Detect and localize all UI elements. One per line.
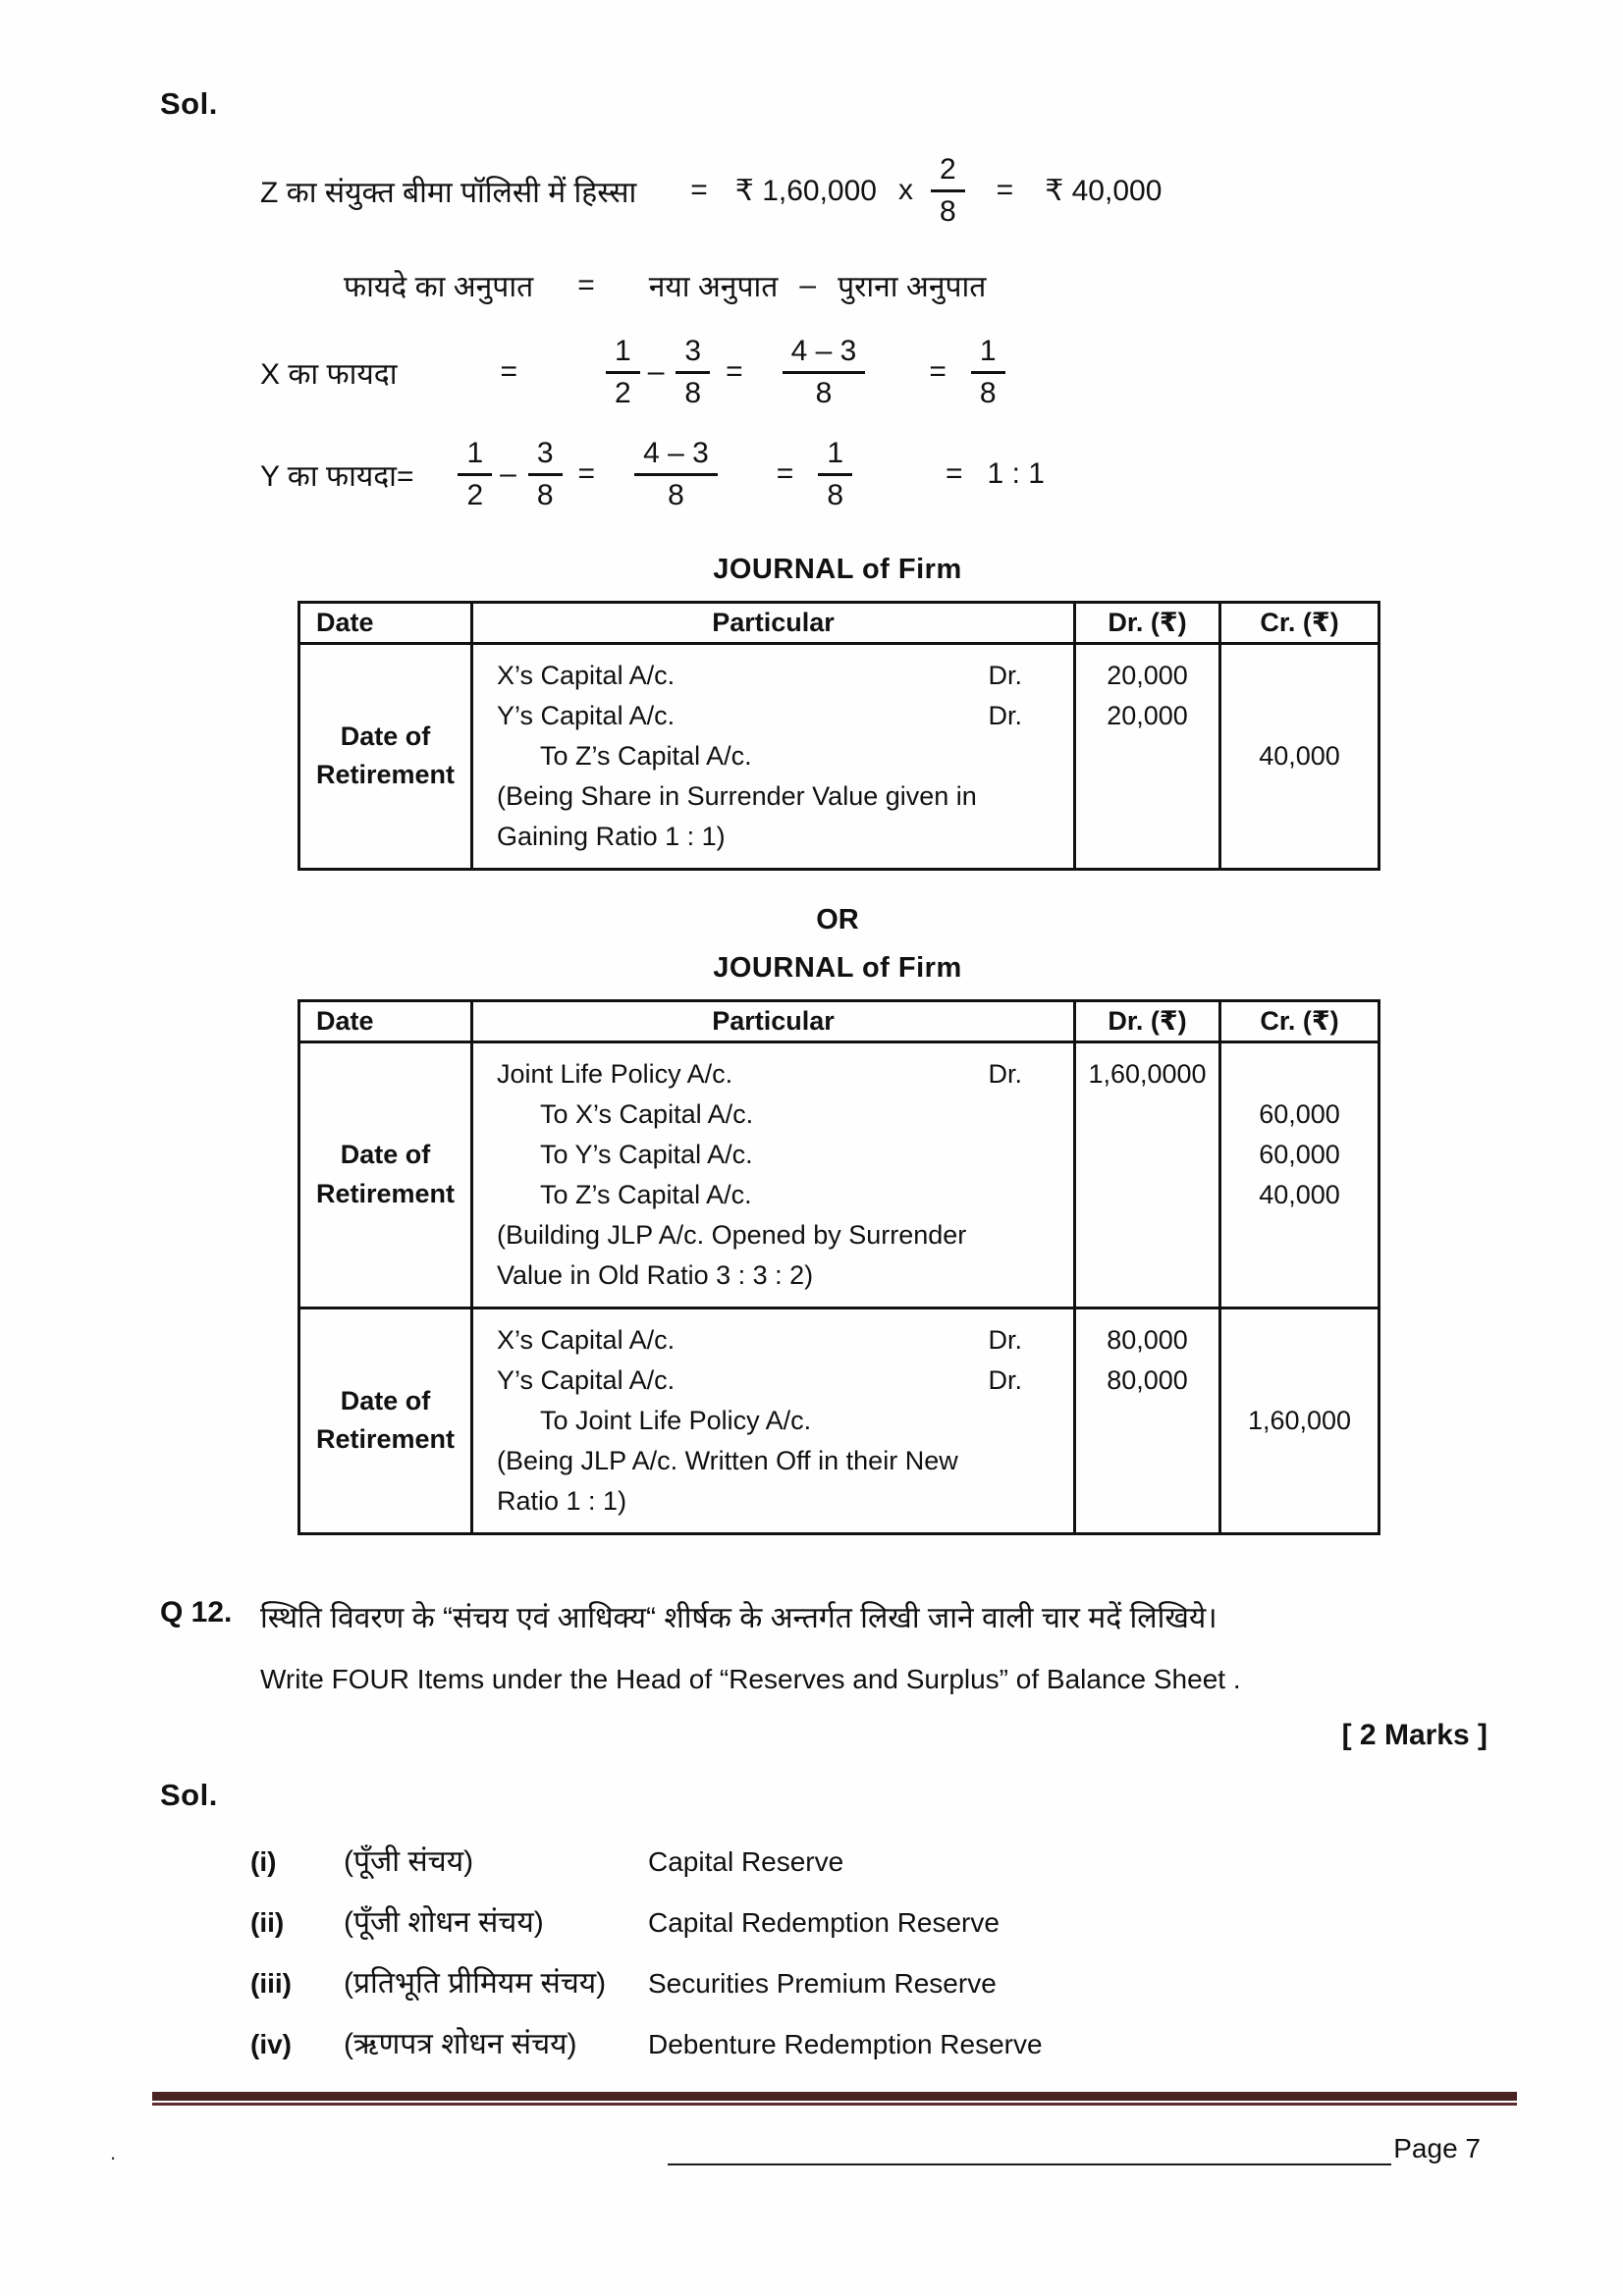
amount-160000: ₹ 1,60,000 [734, 174, 877, 207]
credit-amount [1227, 1481, 1372, 1522]
dr-tag: Dr. [988, 1324, 1022, 1355]
minus-sign: – [647, 355, 665, 389]
journal-title: JOURNAL of Firm [713, 553, 962, 585]
page-footer [110, 2132, 1481, 2165]
fraction-denominator: 2 [466, 478, 484, 511]
entry-debit-cell [1075, 1308, 1220, 1533]
or-separator: OR [816, 903, 859, 935]
working-equations [260, 153, 1623, 512]
journal-block-2 [298, 952, 1378, 1535]
narration-text: Gaining Ratio 1 : 1) [497, 821, 726, 851]
ratio-1-1: 1 : 1 [987, 457, 1045, 491]
header-particular: Particular [472, 1000, 1075, 1041]
debit-amount: 80,000 [1107, 1324, 1188, 1355]
header-debit: Dr. (₹) [1075, 1000, 1220, 1041]
dr-tag: Dr. [988, 700, 1022, 730]
entry-date-cell [299, 1308, 472, 1533]
item-english: Capital Reserve [648, 1845, 844, 1877]
narration-line [497, 1481, 1022, 1522]
equals-sign: = [726, 355, 743, 389]
entry-debit-cell [1075, 1041, 1220, 1308]
narration-text: (Building JLP A/c. Opened by Surrender [497, 1219, 967, 1250]
debit-amount [1082, 1095, 1213, 1135]
journal-header-row [299, 602, 1380, 643]
minus-sign: – [500, 457, 516, 491]
entry-particular: Y’s Capital A/c. [497, 700, 676, 730]
equals-sign: = [946, 457, 963, 491]
credit-amount: 1,60,000 [1247, 1405, 1352, 1435]
debit-amount [1082, 1135, 1213, 1175]
narration-line [497, 1215, 1022, 1255]
narration-line [497, 776, 1022, 817]
entry-particular: Joint Life Policy A/c. [497, 1058, 733, 1089]
narration-line [497, 1441, 1022, 1481]
fraction-denominator: 8 [684, 376, 702, 409]
debit-amount [1082, 1401, 1213, 1441]
credit-amount [1227, 1320, 1372, 1361]
entry-date: Date of Retirement [315, 1140, 456, 1208]
credit-amount [1227, 1361, 1372, 1401]
debit-amount [1082, 1175, 1213, 1215]
fraction-3-8 [676, 335, 710, 409]
question-number: Q 12. [160, 1595, 233, 1629]
equals-sign: = [996, 174, 1014, 207]
journal-block-1 [298, 554, 1378, 871]
entry-date-cell [299, 1041, 472, 1308]
entry-line [497, 1054, 1022, 1095]
header-credit: Cr. (₹) [1220, 1000, 1380, 1041]
journal-entry-row [299, 1041, 1380, 1308]
fraction-numerator: 3 [528, 437, 563, 476]
equals-sign: = [776, 457, 794, 491]
answer-items-list [250, 1842, 1623, 2064]
equation-z-lhs: Z का संयुक्त बीमा पॉलिसी में हिस्सा [260, 176, 637, 209]
credit-amount: 40,000 [1259, 1179, 1340, 1209]
entry-particular: To Z’s Capital A/c. [540, 740, 752, 771]
entry-line [497, 1095, 1022, 1135]
fraction-numerator: 4 – 3 [634, 437, 718, 476]
footer-divider-rule [152, 2092, 1517, 2106]
entry-credit-cell [1220, 1308, 1380, 1533]
journal-table-2 [298, 999, 1380, 1535]
item-number: (iii) [250, 1967, 292, 1999]
fraction-1-8 [971, 335, 1005, 409]
fraction-1-8 [818, 437, 852, 511]
narration-text: (Being JLP A/c. Written Off in their New [497, 1445, 958, 1475]
ratio-lhs: फायदे का अनुपात [344, 271, 534, 304]
fraction-denominator: 8 [668, 478, 684, 511]
fraction-denominator: 8 [939, 194, 956, 228]
header-date: Date [299, 602, 472, 643]
item-hindi: (प्रतिभूति प्रीमियम संचय) [344, 1966, 607, 2000]
old-ratio-term: पुराना अनुपात [838, 271, 987, 304]
debit-amount [1082, 1215, 1213, 1255]
credit-amount [1227, 656, 1372, 696]
credit-amount: 60,000 [1259, 1098, 1340, 1129]
narration-text: (Being Share in Surrender Value given in [497, 780, 977, 811]
debit-amount: 1,60,0000 [1088, 1058, 1207, 1089]
header-debit: Dr. (₹) [1075, 602, 1220, 643]
amount-40000: ₹ 40,000 [1045, 174, 1163, 207]
header-date: Date [299, 1000, 472, 1041]
entry-particular: To Joint Life Policy A/c. [540, 1405, 812, 1435]
item-number: (iv) [250, 2028, 292, 2059]
entry-particular: To X’s Capital A/c. [540, 1098, 754, 1129]
entry-particular: To Z’s Capital A/c. [540, 1179, 752, 1209]
debit-amount [1082, 1441, 1213, 1481]
debit-amount: 20,000 [1107, 700, 1188, 730]
fraction-4minus3-8 [634, 437, 718, 511]
item-english: Debenture Redemption Reserve [648, 2028, 1043, 2059]
debit-amount: 80,000 [1107, 1364, 1188, 1395]
equals-sign: = [577, 268, 595, 301]
entry-particular: Y’s Capital A/c. [497, 1364, 676, 1395]
fraction-denominator: 8 [536, 478, 554, 511]
equation-gain-ratio [344, 265, 1623, 305]
narration-line [497, 1255, 1022, 1296]
fraction-numerator: 4 – 3 [783, 335, 866, 374]
page-number: Page 7 [1393, 2133, 1481, 2163]
footer-underscore-line [668, 2132, 1391, 2165]
solution-label-2: Sol. [160, 1777, 218, 1812]
solution-label-1: Sol. [160, 86, 218, 121]
credit-amount: 40,000 [1259, 740, 1340, 771]
footer-rule-thin-band [152, 2103, 1517, 2106]
narration-text: Ratio 1 : 1) [497, 1485, 627, 1516]
entry-credit-cell [1220, 1041, 1380, 1308]
minus-sign: – [799, 268, 817, 301]
credit-amount [1227, 776, 1372, 817]
debit-amount [1082, 776, 1213, 817]
fraction-2-8 [931, 153, 965, 228]
entry-particular-cell [472, 1308, 1075, 1533]
multiply-sign: x [897, 174, 913, 207]
credit-amount [1227, 1441, 1372, 1481]
entry-debit-cell [1075, 643, 1220, 869]
entry-particular-cell [472, 643, 1075, 869]
fraction-numerator: 1 [458, 437, 492, 476]
dr-tag: Dr. [988, 1364, 1022, 1395]
entry-particular: X’s Capital A/c. [497, 1324, 676, 1355]
fraction-denominator: 2 [615, 376, 631, 409]
debit-amount [1082, 736, 1213, 776]
equation-x-gain [260, 335, 1623, 409]
debit-amount: 20,000 [1107, 660, 1188, 690]
credit-amount [1227, 1215, 1372, 1255]
entry-line [497, 1175, 1022, 1215]
fraction-numerator: 2 [931, 153, 965, 192]
item-number: (ii) [250, 1906, 285, 1938]
item-english: Capital Redemption Reserve [648, 1906, 1000, 1938]
entry-particular: To Y’s Capital A/c. [540, 1139, 753, 1169]
footer-rule-thick-band [152, 2092, 1517, 2101]
journal-title: JOURNAL of Firm [713, 951, 962, 984]
dr-tag: Dr. [988, 660, 1022, 690]
entry-line [497, 1135, 1022, 1175]
fraction-1-2 [606, 335, 640, 409]
entry-particular-cell [472, 1041, 1075, 1308]
item-hindi: (ऋणपत्र शोधन संचय) [344, 2027, 577, 2060]
credit-amount [1227, 1255, 1372, 1296]
question-text-hindi: स्थिति विवरण के “संचय एवं आधिक्य“ शीर्षक के अन्तर्गत लिखी जाने वाली चार मदें लिखिये। [260, 1601, 1217, 1634]
debit-amount [1082, 1255, 1213, 1296]
entry-credit-cell [1220, 643, 1380, 869]
entry-line [497, 1361, 1022, 1401]
entry-line [497, 656, 1022, 696]
item-hindi: (पूँजी शोधन संचय) [344, 1905, 544, 1939]
equals-sign: = [577, 457, 596, 491]
debit-amount [1082, 1481, 1213, 1522]
fraction-1-2 [458, 437, 492, 511]
header-credit: Cr. (₹) [1220, 602, 1380, 643]
debit-amount [1082, 817, 1213, 857]
fraction-denominator: 8 [979, 376, 997, 409]
new-ratio-term: नया अनुपात [648, 271, 779, 304]
entry-date-cell [299, 643, 472, 869]
entry-line [497, 1401, 1022, 1441]
narration-line [497, 817, 1022, 857]
item-hindi: (पूँजी संचय) [344, 1844, 474, 1878]
journal-entry-row [299, 643, 1380, 869]
marks-badge: [ 2 Marks ] [1341, 1718, 1488, 1751]
journal-table-1 [298, 601, 1380, 871]
credit-amount [1227, 817, 1372, 857]
equation-y-gain [260, 437, 1623, 511]
entry-line [497, 736, 1022, 776]
entry-particular: X’s Capital A/c. [497, 660, 676, 690]
dr-tag: Dr. [988, 1058, 1022, 1089]
equation-z-share [260, 153, 1623, 228]
x-gain-lhs: X का फायदा [260, 357, 398, 391]
credit-amount [1227, 696, 1372, 736]
entry-line [497, 696, 1022, 736]
equals-sign: = [500, 355, 518, 389]
question-text-english: Write FOUR Items under the Head of “Reserves and Surplus” of Balance Sheet . [260, 1663, 1241, 1694]
fraction-denominator: 8 [815, 376, 833, 409]
entry-date: Date of Retirement [315, 721, 456, 790]
question-12 [160, 1596, 1623, 1636]
fraction-numerator: 1 [818, 437, 852, 476]
equals-sign: = [929, 355, 947, 389]
y-gain-lhs: Y का फायदा= [260, 459, 414, 493]
credit-amount: 60,000 [1259, 1139, 1340, 1169]
fraction-numerator: 3 [676, 335, 710, 374]
fraction-numerator: 1 [606, 335, 640, 374]
item-number: (i) [250, 1845, 277, 1877]
entry-line [497, 1320, 1022, 1361]
fraction-denominator: 8 [827, 478, 844, 511]
item-english: Securities Premium Reserve [648, 1967, 997, 1999]
equals-sign: = [690, 174, 708, 207]
credit-amount [1227, 1054, 1372, 1095]
journal-entry-row [299, 1308, 1380, 1533]
narration-text: Value in Old Ratio 3 : 3 : 2) [497, 1259, 814, 1290]
footer-dot: . [110, 2140, 117, 2164]
fraction-3-8 [528, 437, 563, 511]
fraction-4minus3-8 [783, 335, 866, 409]
entry-date: Date of Retirement [315, 1385, 456, 1455]
journal-header-row [299, 1000, 1380, 1041]
fraction-numerator: 1 [971, 335, 1005, 374]
header-particular: Particular [472, 602, 1075, 643]
